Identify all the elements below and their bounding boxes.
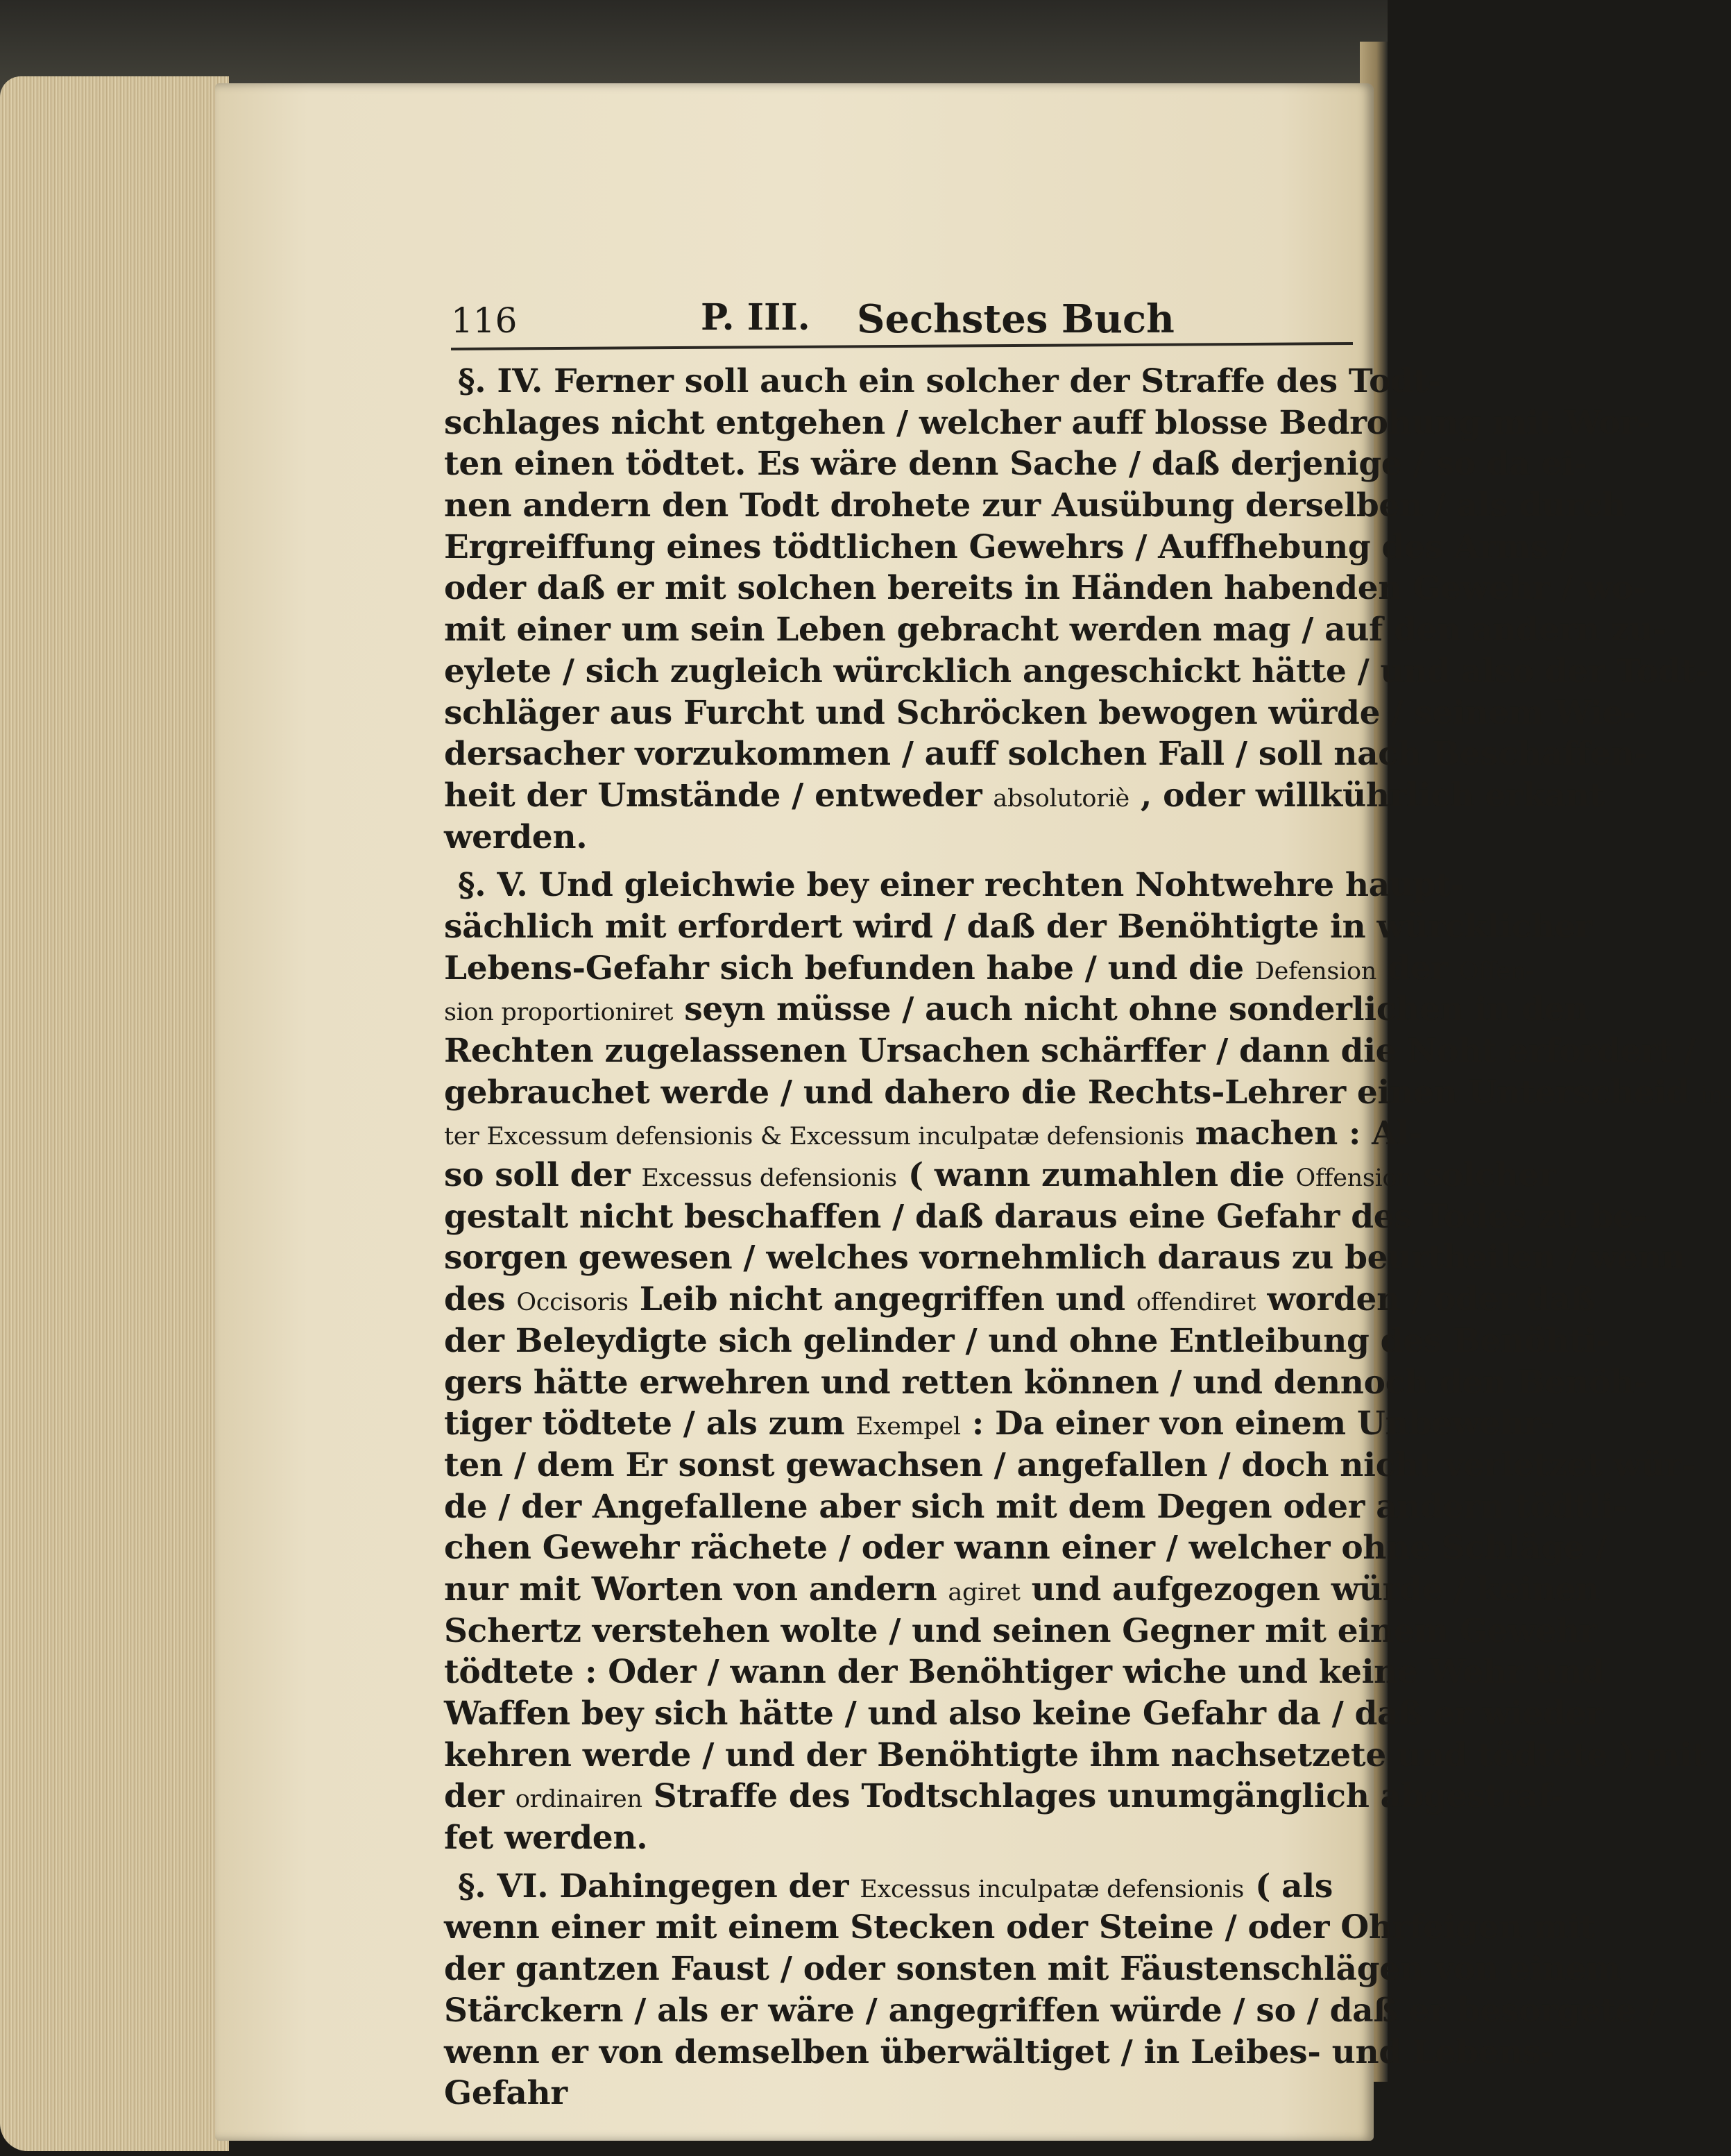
paragraph <box>444 1866 1659 2114</box>
text-segment: Waffen bey sich hätte / und also keine Gefahr da / daß er wieder <box>444 1695 1603 1733</box>
text-segment: heit der Umstände / entweder <box>444 776 994 815</box>
text-line <box>444 1321 1610 1362</box>
text-line <box>444 1693 1603 1735</box>
text-segment: Schertz verstehen wolte / und seinen Gegner mit einem Gewehr <box>444 1611 1597 1650</box>
text-segment: worden / oder daß <box>1256 1280 1595 1319</box>
text-segment: wenn er von demselben überwältiget / in Leibes- und Lebens- <box>444 2032 1554 2071</box>
text-segment: seyn müsse / auch nicht ohne sonderlichen in den <box>673 990 1589 1029</box>
paragraph <box>444 361 1709 858</box>
book-page-edges <box>0 76 229 2151</box>
body-text <box>444 361 1731 2113</box>
text-line <box>444 568 1647 609</box>
text-segment: wenn einer mit einem Stecken oder Steine / oder Ohrfeigen mit <box>444 1908 1595 1947</box>
text-line <box>444 1237 1685 1279</box>
text-segment: tiger tödtete / als zum <box>444 1404 856 1443</box>
text-segment: der <box>444 1777 515 1816</box>
text-segment: schläger aus Furcht und Schröcken bewogen würde / seinem Wie- <box>444 693 1637 732</box>
text-segment: oder daß er mit solchen bereits in Händen habenden Gewehr / wo- <box>444 569 1647 608</box>
latin-term: sion proportioniret <box>444 999 674 1027</box>
text-line <box>444 865 1464 906</box>
text-line <box>444 1569 1600 1611</box>
text-line <box>444 361 1442 402</box>
text-segment: Ergreiffung eines tödtlichen Gewehrs / Auffhebung des Arms / <box>444 527 1572 566</box>
text-segment: machen : Al- <box>1184 1114 1423 1153</box>
text-segment: nen andern den Todt drohete zur Ausübung derselben / als durch <box>444 486 1626 525</box>
text-line <box>444 443 1587 485</box>
text-line <box>444 1907 1595 1949</box>
text-line <box>444 1362 1648 1404</box>
text-segment: ten einen tödtet. Es wäre denn Sache / daß derjenige / so da ei- <box>444 445 1587 484</box>
text-segment: §. V. Und gleichwie bey einer rechten Nohtwehre haupt- <box>458 866 1464 905</box>
text-line <box>444 1155 1556 1196</box>
text-line <box>444 1817 1360 1859</box>
text-segment: gestalt nicht beschaffen / daß daraus eine Gefahr des Todes zu be- <box>444 1197 1648 1236</box>
text-segment: fet werden. <box>444 1819 648 1858</box>
text-segment: : Da einer von einem Unbewehr- <box>960 1404 1554 1443</box>
text-line <box>444 817 1360 858</box>
latin-term: agiret <box>948 1578 1021 1606</box>
text-segment: ( als <box>1244 1867 1333 1905</box>
text-segment: §. VI. Dahingegen der <box>458 1867 860 1905</box>
latin-term: absolutoriè <box>993 784 1129 813</box>
text-line <box>444 1113 1423 1155</box>
latin-term: Defension <box>1254 957 1376 985</box>
page-header <box>451 295 1360 350</box>
text-line <box>444 1990 1659 2032</box>
text-line <box>444 1527 1608 1569</box>
text-line <box>444 989 1589 1030</box>
text-segment: chen Gewehr rächete / oder wann einer / welcher ohne Schläge / <box>444 1529 1608 1568</box>
text-line <box>444 2073 1360 2114</box>
text-line <box>444 1611 1597 1652</box>
text-segment: schlages nicht entgehen / welcher auff blosse Bedrohung mit Wor- <box>444 403 1651 442</box>
text-line <box>444 1196 1648 1238</box>
text-line <box>444 527 1572 568</box>
text-segment: werden. <box>444 817 588 856</box>
text-segment: , oder willkührlich erkant <box>1129 776 1605 815</box>
latin-term: Occisoris <box>516 1289 629 1317</box>
latin-term: Offen- <box>1458 957 1534 985</box>
text-segment: ten / dem Er sonst gewachsen / angefallen / doch nicht verletzet wür- <box>444 1445 1696 1484</box>
text-segment: eylete / sich zugleich würcklich angeschickt hätte / und also der Todt- <box>444 652 1709 690</box>
text-line <box>444 1776 1564 1817</box>
text-line <box>444 485 1626 527</box>
text-segment: sächlich mit erfordert wird / daß der Benöhtigte in würcklicher <box>444 907 1592 946</box>
text-line <box>444 609 1666 651</box>
text-segment: Leib nicht angegriffen und <box>628 1280 1136 1319</box>
text-segment: tödtete : Oder / wann der Benöhtiger wiche und keine Wehr und <box>444 1653 1605 1692</box>
text-line <box>444 402 1651 444</box>
text-line <box>444 1486 1627 1528</box>
text-line <box>444 651 1709 693</box>
text-segment: mit einer um sein Leben gebracht werden mag / auf den andern zu- <box>444 611 1666 650</box>
latin-term: Exempel <box>855 1413 961 1441</box>
text-line <box>444 906 1592 948</box>
text-segment: gers hätte erwehren und retten können / und dennoch den Benöh- <box>444 1363 1648 1402</box>
text-segment: §. IV. Ferner soll auch ein solcher der Straffe des Todt- <box>458 362 1442 400</box>
text-line <box>444 1072 1731 1114</box>
text-line <box>444 1030 1696 1072</box>
text-segment: Rechten zugelassenen Ursachen schärffer / dann die Noht erfordert / <box>444 1032 1696 1070</box>
text-segment: nur mit Worten von andern <box>444 1570 948 1608</box>
text-line <box>444 1735 1707 1776</box>
text-segment: kehren werde / und der Benöhtigte ihm nachsetzete und tödtete ) mit <box>444 1735 1707 1774</box>
running-title: Sechstes Buch <box>857 296 1175 342</box>
text-line <box>444 733 1648 775</box>
text-segment: des <box>444 1280 517 1319</box>
text-line <box>444 1949 1621 1990</box>
latin-term: Excessus defensionis <box>641 1164 897 1193</box>
paragraph <box>444 865 1731 1859</box>
text-segment: der Beleydigte sich gelinder / und ohne Entleibung des Benöhti- <box>444 1321 1610 1360</box>
latin-term: Offension <box>1295 1164 1413 1193</box>
text-line <box>444 1652 1605 1693</box>
text-line <box>444 1445 1696 1486</box>
text-segment: Gefahr <box>444 2074 568 2113</box>
text-segment: sorgen gewesen / welches vornehmlich daraus zu beurtheilen / wenn <box>444 1239 1685 1278</box>
text-segment: dersacher vorzukommen / auff solchen Fall / soll nach Beschaffen- <box>444 735 1648 774</box>
text-line <box>444 948 1534 990</box>
text-segment: gebrauchet werde / und dahero die Rechts-Lehrer einen Unterscheid <box>444 1073 1700 1112</box>
part-label: P. III. <box>701 296 810 339</box>
text-segment: ( wann zumahlen die <box>896 1156 1296 1195</box>
latin-term: offendiret <box>1136 1289 1256 1317</box>
latin-term: in- <box>1700 1081 1731 1110</box>
latin-term: ter Excessum defensionis & Excessum inculpatæ defensionis <box>444 1123 1184 1151</box>
text-segment: der gantzen Faust / oder sonsten mit Fäustenschlägen von einem <box>444 1950 1621 1989</box>
text-line <box>444 2032 1554 2073</box>
text-line <box>444 1866 1360 1908</box>
text-line <box>444 693 1637 734</box>
text-segment: Straffe des Todtschlages unumgänglich abgestraf- <box>642 1777 1564 1816</box>
text-line <box>444 1403 1554 1445</box>
text-segment: Lebens-Gefahr sich befunden habe / und die <box>444 949 1255 987</box>
text-segment: solcher <box>1412 1156 1556 1195</box>
latin-term: ordinairen <box>515 1785 642 1814</box>
text-line <box>444 775 1605 817</box>
text-line <box>444 1279 1595 1321</box>
text-segment: so soll der <box>444 1156 642 1195</box>
text-segment: und aufgezogen würde / keinen <box>1020 1570 1600 1608</box>
latin-term: Excessus inculpatæ defensionis <box>860 1875 1245 1903</box>
text-segment: der <box>1376 949 1459 987</box>
text-segment: Stärckern / als er wäre / angegriffen würde / so / daß er besorgete / <box>444 1991 1659 2030</box>
page-number: 116 <box>451 300 518 341</box>
text-segment: de / der Angefallene aber sich mit dem Degen oder andern tödtli- <box>444 1487 1627 1526</box>
